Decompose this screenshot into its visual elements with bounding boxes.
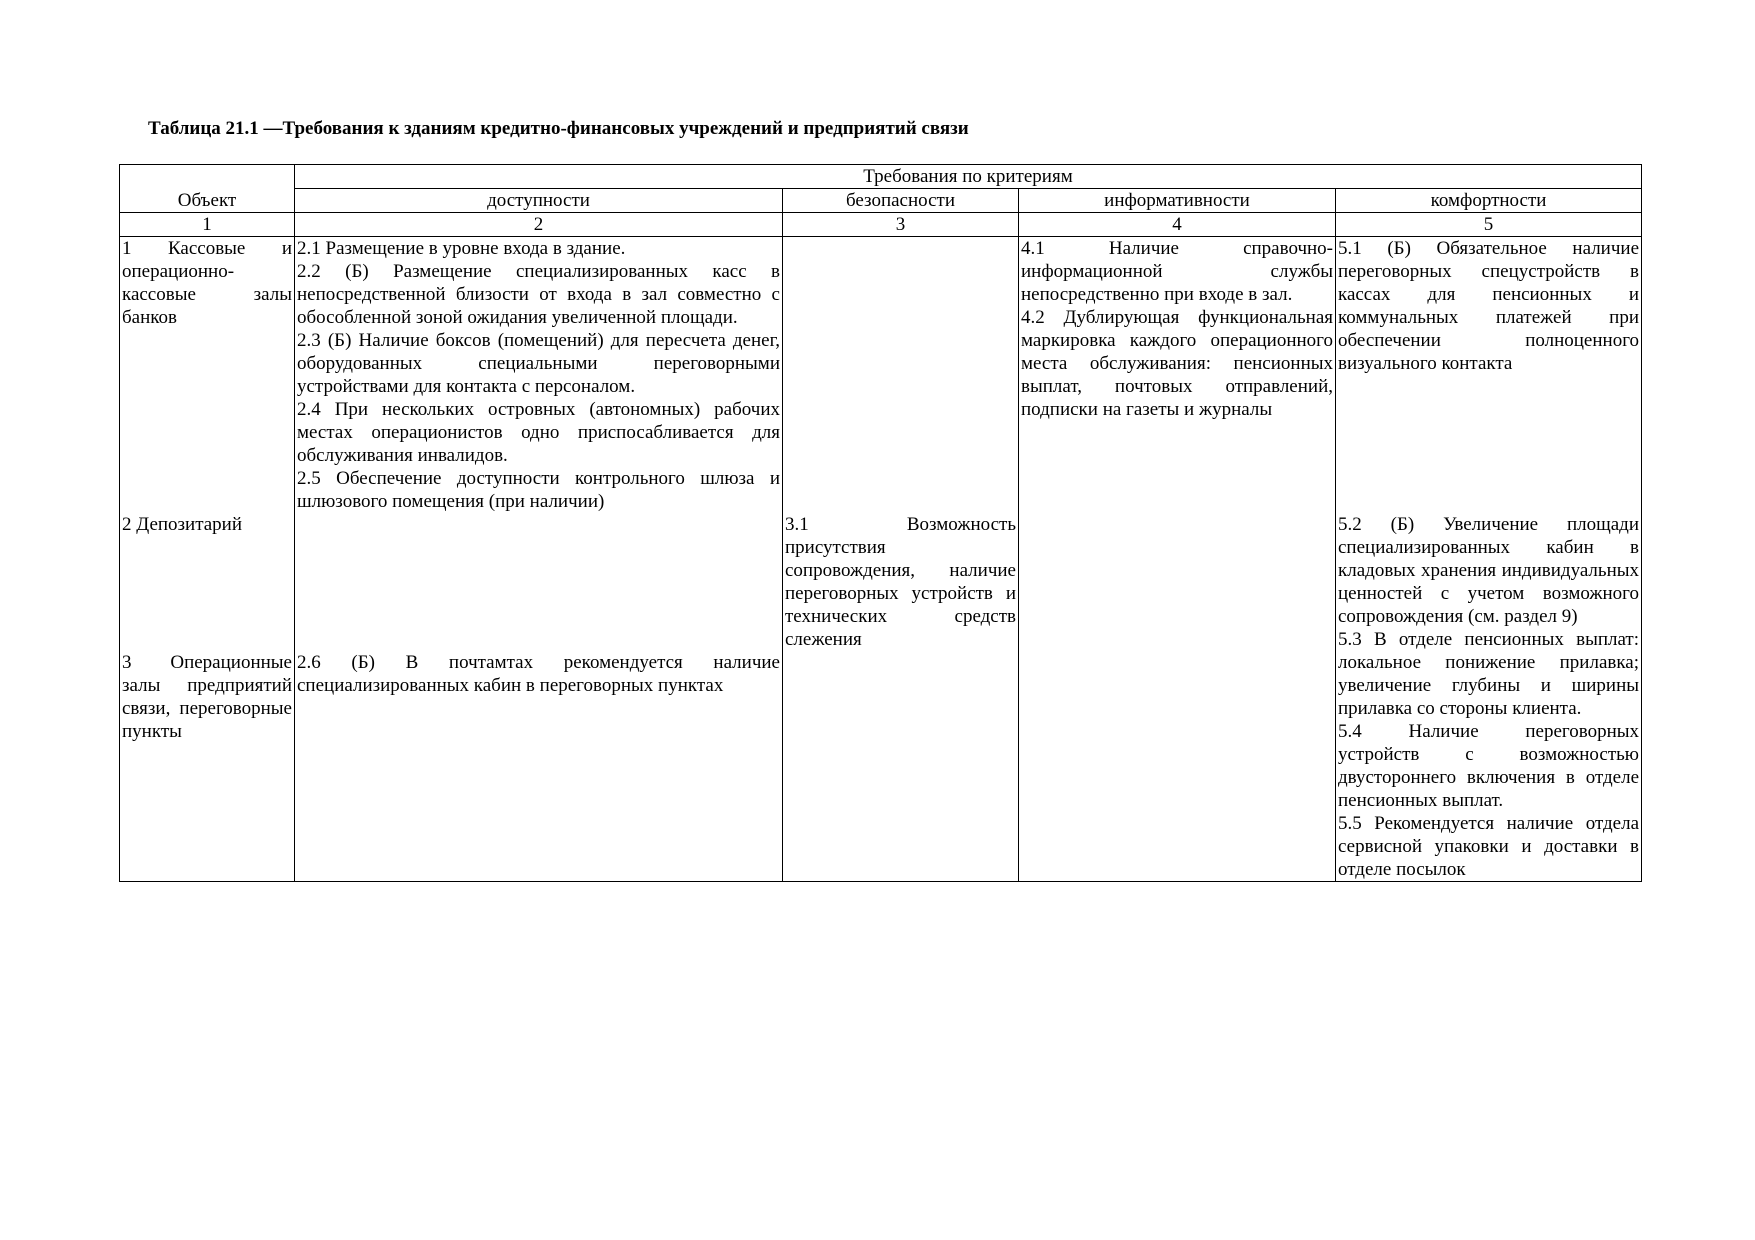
header-row (120, 165, 1642, 189)
object-item: 1 Кассовые и операционно-кассовые залы банков (122, 238, 292, 328)
column-number: 5 (1336, 213, 1642, 237)
requirement-item: 5.2 (Б) Увеличение площади специализированных кабин в кладовых хранения индивидуальных ценностей с учетом возможного сопровождения (см. раздел 9) (1338, 514, 1640, 627)
requirement-item: 4.1 Наличие справочно-информационной службы непосредственно при входе в зал. (1021, 238, 1333, 305)
requirement-item: 2.3 (Б) Наличие боксов (помещений) для пересчета денег, оборудованных специальными переговорными устройствами для контакта с персоналом. (297, 330, 780, 397)
requirement-item: 5.4 Наличие переговорных устройств с возможностью двустороннего включения в отделе пенсионных выплат. (1338, 721, 1640, 811)
requirement-item: 2.4 При нескольких островных (автономных) рабочих местах операционистов одно приспосабливается для обслуживания инвалидов. (297, 399, 780, 466)
object-item: 2 Депозитарий (122, 514, 243, 535)
requirement-item: 2.6 (Б) В почтамтах рекомендуется наличие специализированных кабин в переговорных пунктах (297, 652, 780, 696)
comfort-column (1336, 237, 1642, 882)
header-object: Объект (120, 165, 295, 213)
requirement-item: 3.1 Возможность присутствия сопровождения, наличие переговорных устройств и технических средств слежения (785, 514, 1016, 650)
informativeness-column (1019, 237, 1336, 882)
header-subrow (120, 189, 1642, 213)
requirement-item: 5.3 В отделе пенсионных выплат: локальное понижение прилавка; увеличение глубины и ширины прилавка со стороны клиента. (1338, 629, 1640, 719)
column-number: 3 (783, 213, 1019, 237)
object-item: 3 Операционные залы предприятий связи, переговорные пункты (122, 652, 292, 742)
column-number-row (120, 213, 1642, 237)
header-safety: безопасности (783, 189, 1019, 213)
header-informativeness: информативности (1019, 189, 1336, 213)
safety-column (783, 237, 1019, 882)
column-number: 1 (120, 213, 295, 237)
header-comfort: комфортности (1336, 189, 1642, 213)
column-number: 2 (295, 213, 783, 237)
requirement-item: 5.1 (Б) Обязательное наличие переговорных спецустройств в кассах для пенсионных и коммунальных платежей при обеспечении полноценного визуального контакта (1338, 238, 1640, 374)
header-criteria-group: Требования по критериям (295, 165, 1642, 189)
header-accessibility: доступности (295, 189, 783, 213)
requirement-item: 2.1 Размещение в уровне входа в здание. (297, 238, 626, 259)
requirement-item: 2.2 (Б) Размещение специализированных касс в непосредственной близости от входа в зал совместно с обособленной зоной ожидания увеличенной площади. (297, 261, 780, 328)
column-number: 4 (1019, 213, 1336, 237)
table-body-row (120, 237, 1642, 882)
accessibility-column (295, 237, 783, 882)
requirement-item: 4.2 Дублирующая функциональная маркировка каждого операционного места обслуживания: пенсионных выплат, почтовых отправлений, подписки на газеты и журналы (1021, 307, 1333, 420)
requirement-item: 2.5 Обеспечение доступности контрольного шлюза и шлюзового помещения (при наличии) (297, 468, 780, 512)
table-caption: Таблица 21.1 —Требования к зданиям кредитно-финансовых учреждений и предприятий связи (148, 118, 969, 139)
object-column (120, 237, 295, 882)
requirement-item: 5.5 Рекомендуется наличие отдела сервисной упаковки и доставки в отделе посылок (1338, 813, 1640, 880)
requirements-table (119, 164, 1642, 882)
